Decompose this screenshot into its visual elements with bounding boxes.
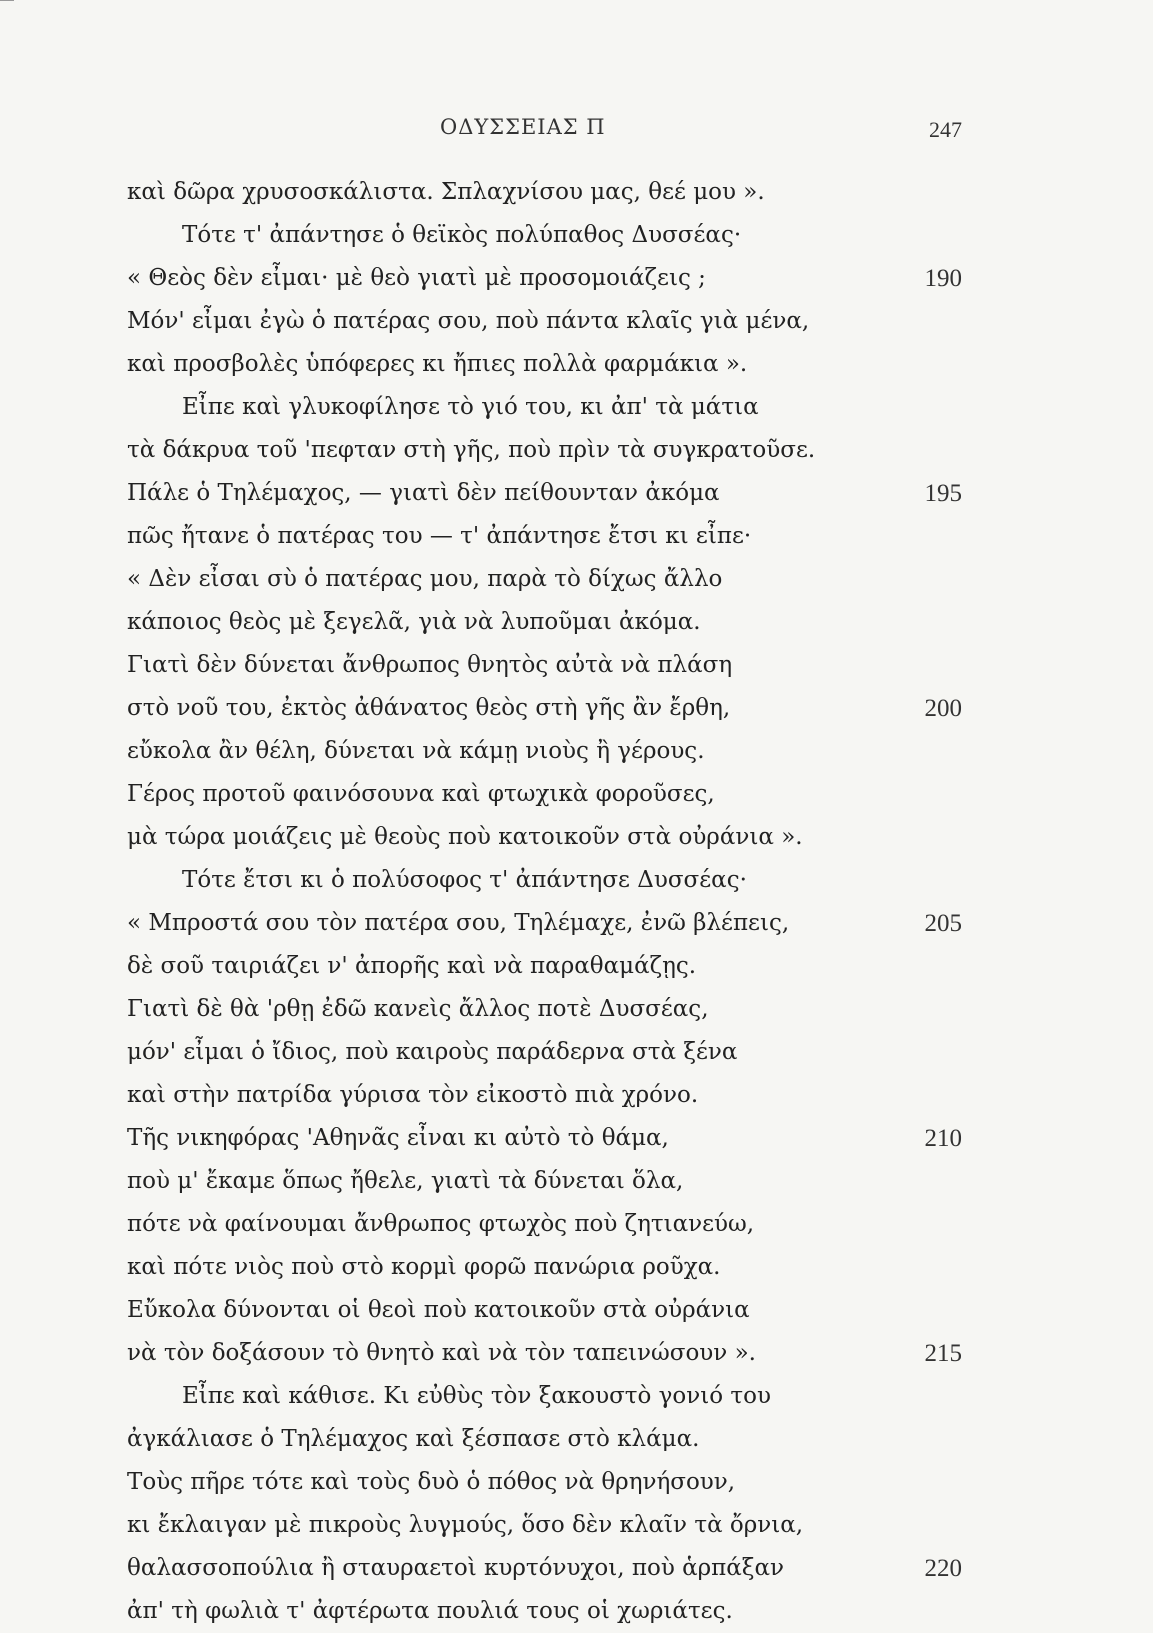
verse-line-number: 190 — [924, 265, 962, 292]
verse-line-text: Εἶπε καὶ κάθισε. Κι εὐθὺς τὸν ξακουστὸ γονιό του — [182, 1383, 771, 1409]
verse-line — [0, 386, 1153, 429]
verse-line-text: Τότε ἔτσι κι ὁ πολύσοφος τ' ἀπάντησε Δυσσέας· — [182, 867, 747, 893]
verse-line-number: 210 — [924, 1125, 962, 1152]
verse-line — [0, 1074, 1153, 1117]
verse-line — [0, 171, 1153, 214]
verse-line — [0, 945, 1153, 988]
verse-line-text: καὶ προσβολὲς ὑπόφερες κι ἤπιες πολλὰ φαρμάκια ». — [127, 351, 748, 377]
verse-line-text: εὔκολα ἂν θέλη, δύνεται νὰ κάμῃ νιοὺς ἢ γέρους. — [127, 738, 705, 764]
verse-line-text: πῶς ἤτανε ὁ πατέρας του — τ' ἀπάντησε ἔτσι κι εἶπε· — [127, 523, 752, 549]
verse-line — [0, 601, 1153, 644]
verse-line-text: μόν' εἶμαι ὁ ἴδιος, ποὺ καιροὺς παράδερνα στὰ ξένα — [127, 1039, 738, 1065]
verse-line — [0, 902, 1153, 945]
verse-line-text: ἀπ' τὴ φωλιὰ τ' ἀφτέρωτα πουλιά τους οἱ χωριάτες. — [127, 1598, 733, 1624]
verse-line — [0, 1418, 1153, 1461]
verse-line-number: 200 — [924, 695, 962, 722]
verse-line-text: Εὔκολα δύνονται οἱ θεοὶ ποὺ κατοικοῦν στὰ οὐράνια — [127, 1297, 750, 1323]
verse-line — [0, 1504, 1153, 1547]
verse-line — [0, 644, 1153, 687]
verse-line-text: « Θεὸς δὲν εἶμαι· μὲ θεὸ γιατὶ μὲ προσομοιάζεις ; — [127, 265, 706, 291]
verse-line — [0, 1332, 1153, 1375]
page-number: 247 — [929, 117, 962, 142]
verse-line-text: πότε νὰ φαίνουμαι ἄνθρωπος φτωχὸς ποὺ ζητιανεύω, — [127, 1211, 755, 1237]
verse-line-text: δὲ σοῦ ταιριάζει ν' ἀπορῆς καὶ νὰ παραθαμάζῃς. — [127, 953, 697, 979]
verse-line — [0, 1160, 1153, 1203]
verse-line-text: νὰ τὸν δοξάσουν τὸ θνητὸ καὶ νὰ τὸν ταπεινώσουν ». — [127, 1340, 756, 1366]
verse-line — [0, 300, 1153, 343]
verse-line-text: κι ἔκλαιγαν μὲ πικροὺς λυγμούς, ὅσο δὲν κλαῖν τὰ ὄρνια, — [127, 1512, 804, 1538]
verse-line — [0, 1246, 1153, 1289]
verse-line-text: Τῆς νικηφόρας 'Αθηνᾶς εἶναι κι αὐτὸ τὸ θάμα, — [127, 1125, 669, 1151]
verse-line — [0, 472, 1153, 515]
verse-line-text: θαλασσοπούλια ἢ σταυραετοὶ κυρτόνυχοι, ποὺ ἁρπάξαν — [127, 1555, 784, 1581]
running-header-title: ΟΔΥΣΣΕΙΑΣ Π — [440, 115, 606, 139]
verse-line — [0, 1203, 1153, 1246]
verse-line — [0, 1461, 1153, 1504]
verse-line — [0, 773, 1153, 816]
verse-line — [0, 730, 1153, 773]
verse-line-text: μὰ τώρα μοιάζεις μὲ θεοὺς ποὺ κατοικοῦν στὰ οὐράνια ». — [127, 824, 803, 850]
verse-line — [0, 1590, 1153, 1633]
scan-edge-mark — [0, 0, 14, 4]
verse-line-text: τὰ δάκρυα τοῦ 'πεφταν στὴ γῆς, ποὺ πρὶν τὰ συγκρατοῦσε. — [127, 437, 816, 463]
verse-line — [0, 988, 1153, 1031]
verse-line — [0, 429, 1153, 472]
verse-line-text: Γέρος προτοῦ φαινόσουνα καὶ φτωχικὰ φοροῦσες, — [127, 781, 715, 807]
verse-line-number: 195 — [924, 480, 962, 507]
verse-line-number: 205 — [924, 910, 962, 937]
verse-line — [0, 1117, 1153, 1160]
verse-line — [0, 558, 1153, 601]
verse-line — [0, 257, 1153, 300]
verse-line — [0, 214, 1153, 257]
verse-text-block — [0, 171, 1153, 1633]
verse-line — [0, 816, 1153, 859]
verse-line-text: καὶ δῶρα χρυσοσκάλιστα. Σπλαχνίσου μας, θεέ μου ». — [127, 179, 765, 205]
verse-line — [0, 859, 1153, 902]
verse-line-text: καὶ πότε νιὸς ποὺ στὸ κορμὶ φορῶ πανώρια ροῦχα. — [127, 1254, 721, 1280]
verse-line-number: 220 — [924, 1555, 962, 1582]
verse-line-text: Τότε τ' ἀπάντησε ὁ θεϊκὸς πολύπαθος Δυσσέας· — [182, 222, 742, 248]
verse-line — [0, 1375, 1153, 1418]
verse-line-text: « Μπροστά σου τὸν πατέρα σου, Τηλέμαχε, ἐνῶ βλέπεις, — [127, 910, 790, 936]
verse-line-text: Μόν' εἶμαι ἐγὼ ὁ πατέρας σου, ποὺ πάντα κλαῖς γιὰ μένα, — [127, 308, 810, 334]
verse-line-text: ἀγκάλιασε ὁ Τηλέμαχος καὶ ξέσπασε στὸ κλάμα. — [127, 1426, 700, 1452]
verse-line — [0, 1547, 1153, 1590]
verse-line-text: Εἶπε καὶ γλυκοφίλησε τὸ γιό του, κι ἀπ' τὰ μάτια — [182, 394, 759, 420]
verse-line — [0, 343, 1153, 386]
verse-line-text: καὶ στὴν πατρίδα γύρισα τὸν εἰκοστὸ πιὰ χρόνο. — [127, 1082, 699, 1108]
verse-line — [0, 515, 1153, 558]
verse-line — [0, 1289, 1153, 1332]
verse-line-text: ποὺ μ' ἔκαμε ὅπως ἤθελε, γιατὶ τὰ δύνεται ὅλα, — [127, 1168, 684, 1194]
verse-line-text: Γιατὶ δὲν δύνεται ἄνθρωπος θνητὸς αὐτὰ νὰ πλάση — [127, 652, 733, 678]
verse-line-text: « Δὲν εἶσαι σὺ ὁ πατέρας μου, παρὰ τὸ δίχως ἄλλο — [127, 566, 723, 592]
verse-line — [0, 687, 1153, 730]
verse-line-text: στὸ νοῦ του, ἐκτὸς ἀθάνατος θεὸς στὴ γῆς ἂν ἔρθη, — [127, 695, 731, 721]
verse-line-text: κάποιος θεὸς μὲ ξεγελᾶ, γιὰ νὰ λυποῦμαι ἀκόμα. — [127, 609, 701, 635]
verse-line-number: 215 — [924, 1340, 962, 1367]
verse-line — [0, 1031, 1153, 1074]
verse-line-text: Πάλε ὁ Τηλέμαχος, — γιατὶ δὲν πείθουνταν ἀκόμα — [127, 480, 720, 506]
verse-line-text: Τοὺς πῆρε τότε καὶ τοὺς δυὸ ὁ πόθος νὰ θρηνήσουν, — [127, 1469, 736, 1495]
verse-line-text: Γιατὶ δὲ θὰ 'ρθῃ ἐδῶ κανεὶς ἄλλος ποτὲ Δυσσέας, — [127, 996, 709, 1022]
